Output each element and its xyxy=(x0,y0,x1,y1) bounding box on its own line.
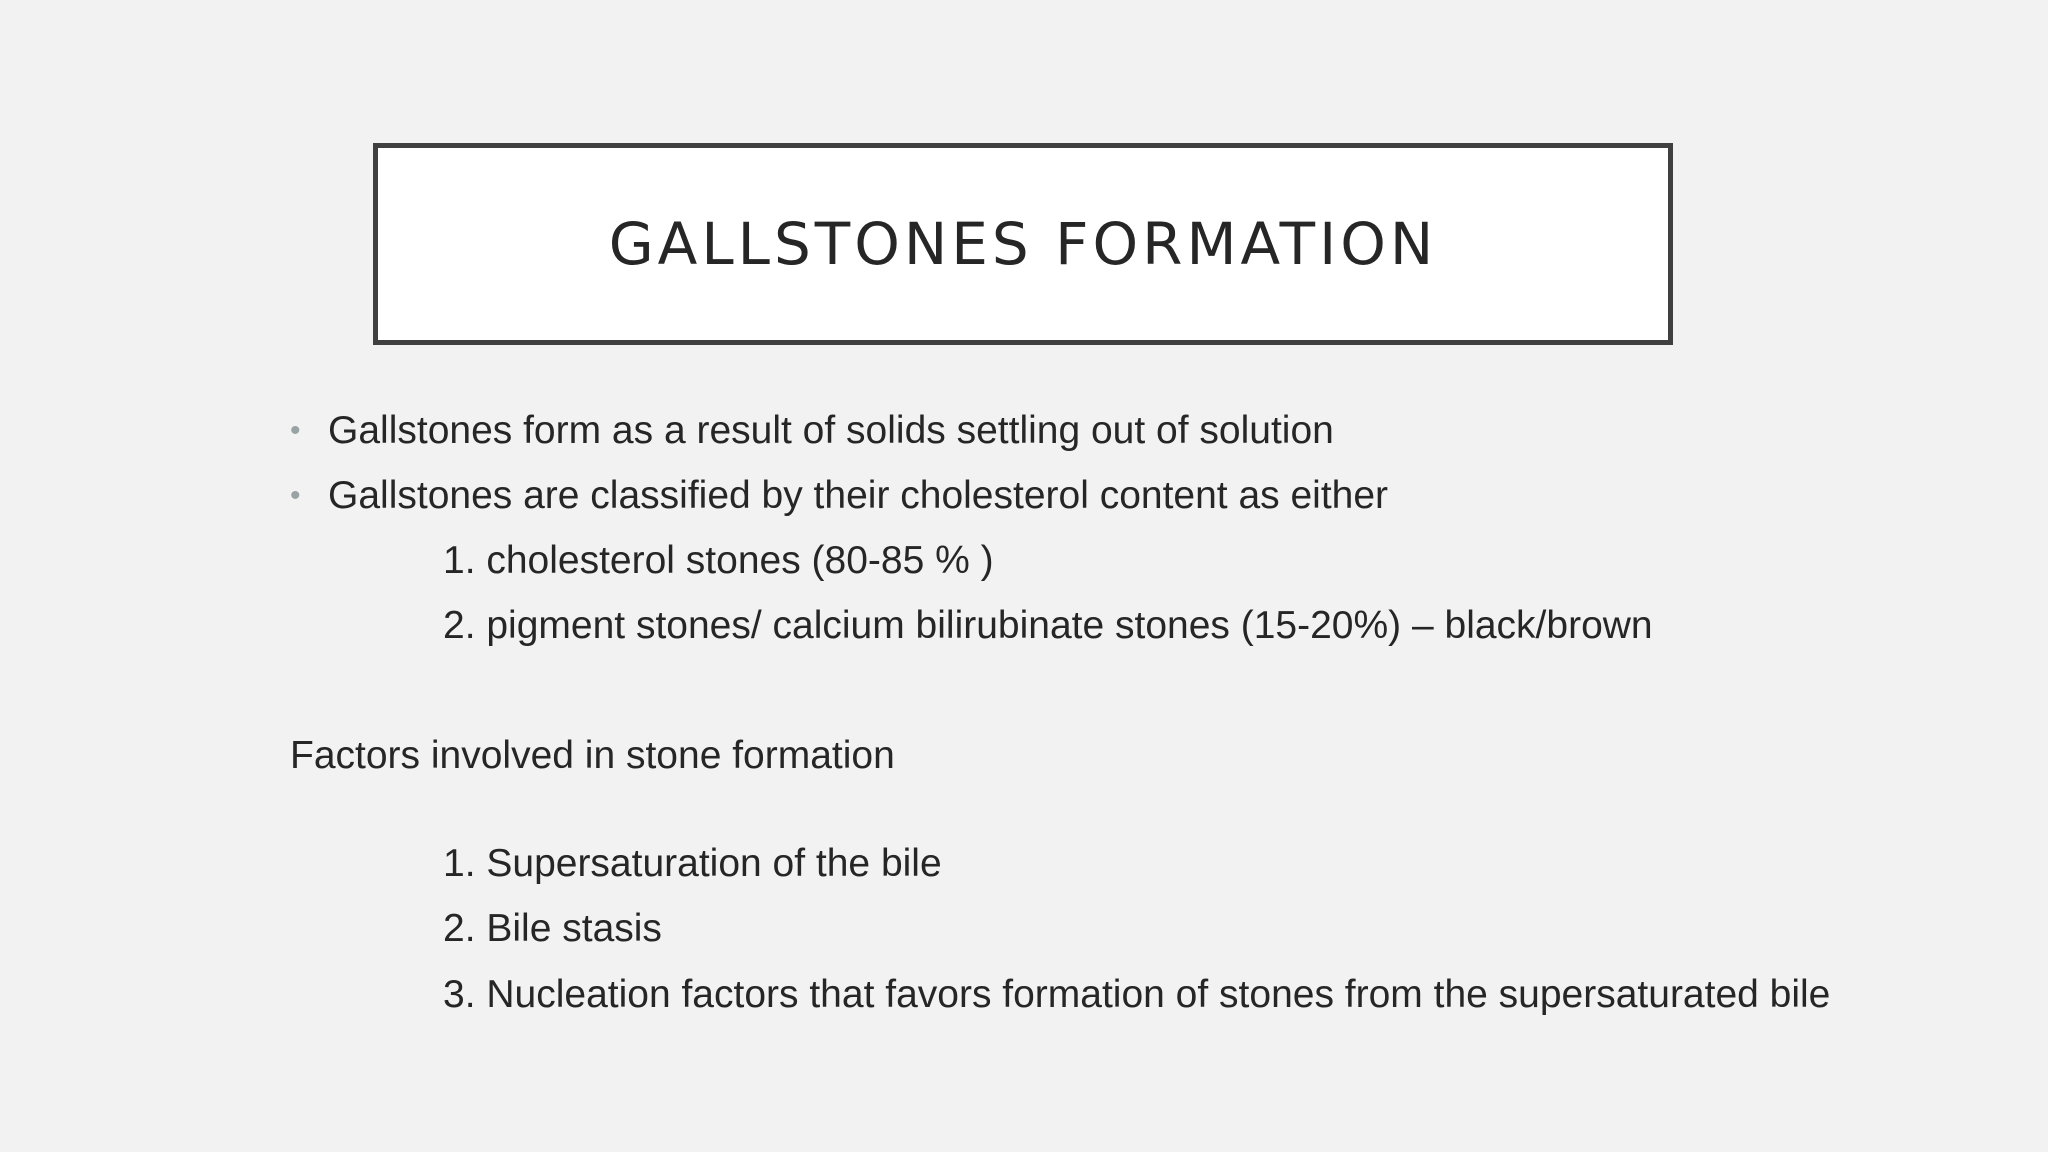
factor-item: 1. Supersaturation of the bile xyxy=(443,842,942,885)
factor-item: 2. Bile stasis xyxy=(443,907,662,950)
slide-title: GALLSTONES FORMATION xyxy=(608,210,1438,278)
bullet-item xyxy=(290,463,1850,528)
factors-heading: Factors involved in stone formation xyxy=(290,734,895,777)
classification-item: 1. cholesterol stones (80-85 % ) xyxy=(443,539,994,582)
bullet-dot-icon: • xyxy=(290,414,301,447)
slide-title-box xyxy=(373,143,1673,345)
slide-body xyxy=(290,398,1850,1016)
classification-item: 2. pigment stones/ calcium bilirubinate stones (15-20%) – black/brown xyxy=(443,604,1653,647)
factor-item-wrapped xyxy=(290,961,1850,1016)
bullet-text: Gallstones are classified by their cholesterol content as either xyxy=(328,474,1389,517)
factor-text: 3. Nucleation factors that favors formation of stones from the supersaturated bile xyxy=(443,973,1831,1016)
bullet-item xyxy=(290,398,1850,463)
bullet-dot-icon: • xyxy=(290,479,301,512)
bullet-text: Gallstones form as a result of solids settling out of solution xyxy=(328,409,1334,452)
